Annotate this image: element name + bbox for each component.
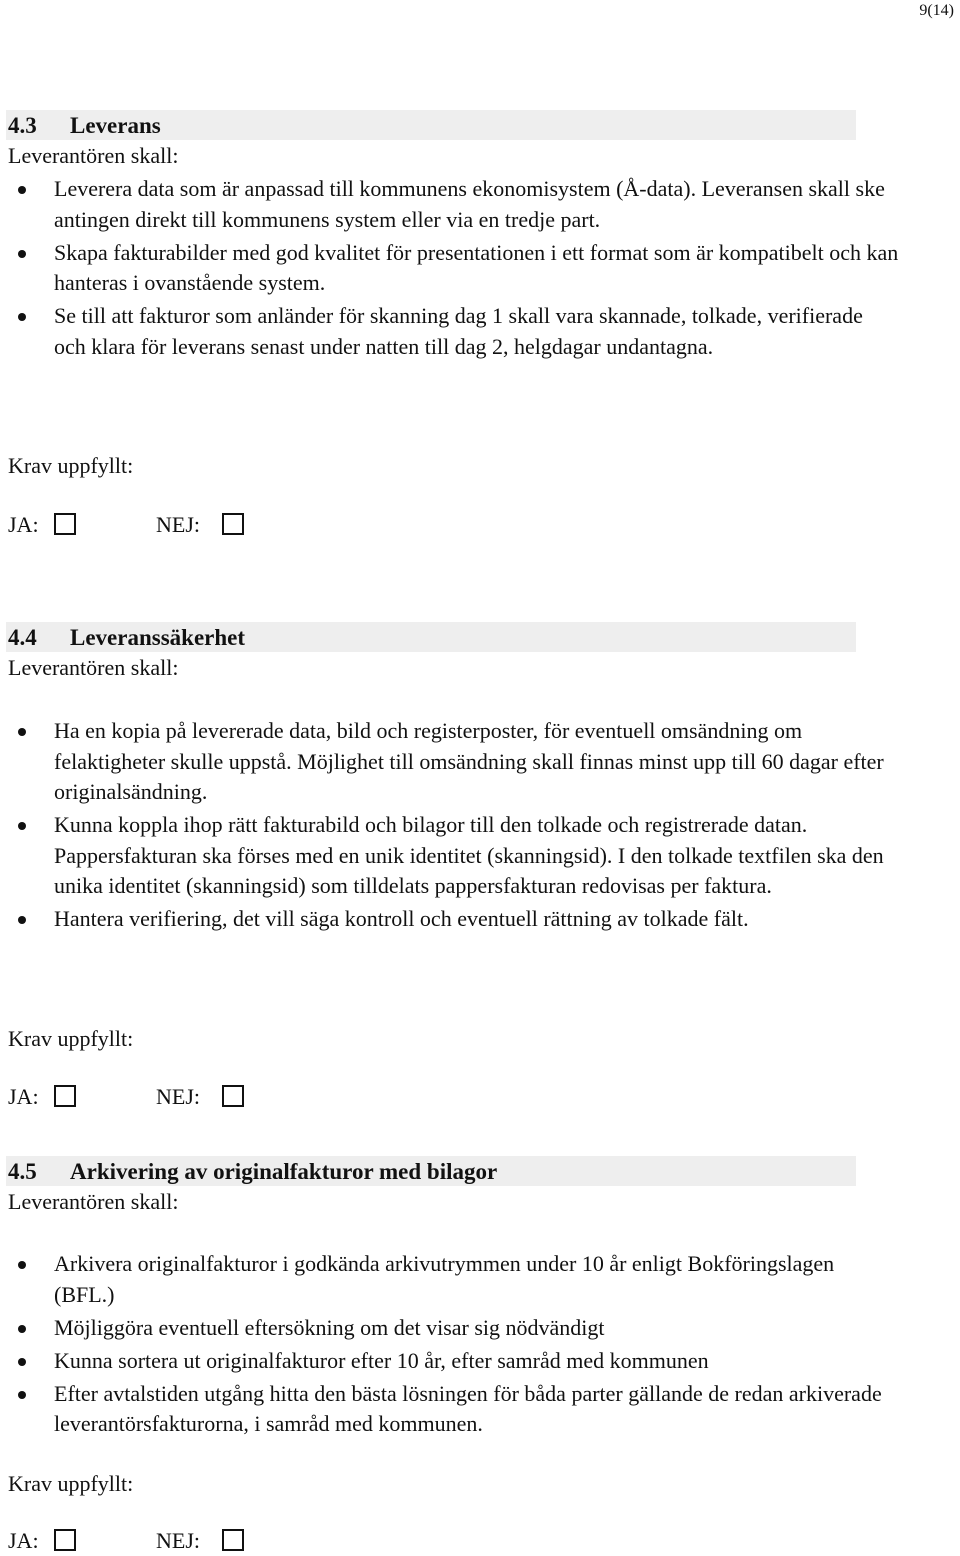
bullet-icon — [18, 250, 26, 258]
section-leverans — [0, 110, 960, 537]
answer-row — [8, 1082, 408, 1112]
list-item — [0, 1346, 900, 1377]
bullet-icon — [18, 186, 26, 194]
list-item — [0, 238, 900, 299]
ja-checkbox[interactable] — [54, 1529, 76, 1551]
section-title: Arkivering av originalfakturor med bilagor — [70, 1159, 498, 1184]
section-arkivering — [0, 1156, 960, 1553]
krav-uppfyllt-label: Krav uppfyllt: — [8, 1026, 134, 1051]
ja-checkbox[interactable] — [54, 1085, 76, 1107]
ja-label: JA: — [8, 512, 39, 537]
section-number: 4.5 — [8, 1159, 37, 1184]
section-heading — [6, 622, 856, 652]
krav-uppfyllt-label: Krav uppfyllt: — [8, 453, 134, 478]
section-leveranssakerhet — [0, 622, 960, 1109]
list-item-text: Skapa fakturabilder med god kvalitet för presentationen i ett format som är kompatibelt och kan hanteras i ovanstående system. — [54, 239, 899, 295]
bullet-icon — [18, 728, 26, 736]
list-item-text: Se till att fakturor som anländer för skanning dag 1 skall vara skannade, tolkade, verifierade och klara för leverans senast under natten till dag 2, helgdagar undantagna. — [54, 303, 863, 359]
answer-row — [8, 510, 408, 540]
list-item — [0, 1249, 900, 1310]
section-number: 4.4 — [8, 625, 37, 650]
bullet-icon — [18, 1391, 26, 1399]
section-heading — [6, 110, 856, 140]
bullet-icon — [18, 313, 26, 321]
list-item-text: Möjliggöra eventuell eftersökning om det visar sig nödvändigt — [54, 1314, 605, 1340]
section-title: Leveranssäkerhet — [70, 625, 246, 650]
list-item-text: Leverera data som är anpassad till kommunens ekonomisystem (Å-data). Leveransen skall ske antingen direkt till kommunens system eller via en tredje part. — [54, 176, 885, 232]
bullet-icon — [18, 1358, 26, 1366]
list-item — [0, 1313, 900, 1344]
requirement-list — [0, 1249, 900, 1442]
nej-checkbox[interactable] — [222, 1085, 244, 1107]
ja-label: JA: — [8, 1528, 39, 1553]
nej-checkbox[interactable] — [222, 1529, 244, 1551]
krav-uppfyllt-label: Krav uppfyllt: — [8, 1471, 134, 1496]
nej-checkbox[interactable] — [222, 513, 244, 535]
ja-label: JA: — [8, 1084, 39, 1109]
ja-checkbox[interactable] — [54, 513, 76, 535]
section-intro: Leverantören skall: — [8, 143, 179, 168]
list-item-text: Kunna koppla ihop rätt fakturabild och bilagor till den tolkade och registrerade datan. Pappersfakturan ska förses med en unik identitet (skanningsid). I den tolkade textfilen ska den unika identitet (skanningsid) som tilldelats pappersfakturan redovisas per faktura. — [54, 812, 884, 898]
list-item-text: Arkivera originalfakturor i godkända arkivutrymmen under 10 år enligt Bokföringslagen (BFL.) — [54, 1251, 835, 1307]
nej-label: NEJ: — [156, 1084, 200, 1109]
nej-label: NEJ: — [156, 512, 200, 537]
list-item — [0, 716, 900, 808]
list-item-text: Efter avtalstiden utgång hitta den bästa lösningen för båda parter gällande de redan arkiverade leverantörsfakturorna, i samråd med kommunen. — [54, 1380, 882, 1436]
section-heading — [6, 1156, 856, 1186]
bullet-icon — [18, 1325, 26, 1333]
requirement-list — [0, 716, 900, 937]
list-item-text: Hantera verifiering, det vill säga kontroll och eventuell rättning av tolkade fält. — [54, 906, 749, 931]
list-item — [0, 904, 900, 935]
list-item — [0, 174, 900, 235]
bullet-icon — [18, 1261, 26, 1269]
section-intro: Leverantören skall: — [8, 1189, 179, 1214]
requirement-list — [0, 174, 900, 365]
section-number: 4.3 — [8, 113, 37, 138]
list-item-text: Kunna sortera ut originalfakturor efter 10 år, efter samråd med kommunen — [54, 1347, 709, 1373]
list-item — [0, 1379, 900, 1440]
list-item — [0, 810, 900, 902]
bullet-icon — [18, 916, 26, 924]
list-item-text: Ha en kopia på levererade data, bild och registerposter, för eventuell omsändning om felaktigheter skulle uppstå. Möjlighet till omsändning skall finnas minst upp till 60 dagar efter originalsändning. — [54, 718, 884, 804]
section-title: Leverans — [70, 113, 161, 138]
nej-label: NEJ: — [156, 1528, 200, 1553]
page-number: 9(14) — [919, 2, 954, 19]
list-item — [0, 301, 900, 362]
answer-row — [8, 1526, 408, 1556]
bullet-icon — [18, 822, 26, 830]
section-intro: Leverantören skall: — [8, 655, 179, 680]
